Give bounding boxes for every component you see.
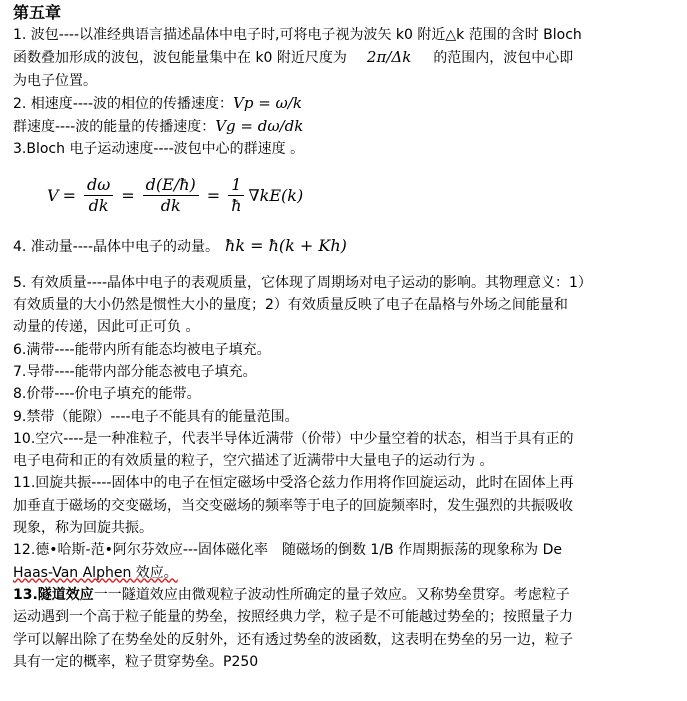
tunneling-text: 一一隧道效应由微观粒子波动性所确定的量子效应。又称势垒贯穿。考虑粒子 xyxy=(93,586,570,603)
item-3-line: 3.Bloch 电子运动速度----波包中心的群速度 。 xyxy=(13,141,305,158)
item-11-line-1: 11.回旋共振----固体中的电子在恒定磁场中受洛仑兹力作用将作回旋运动，此时在固体上再 xyxy=(13,475,574,492)
eq-rhs: ∇kE(k) xyxy=(248,186,304,206)
group-velocity-formula: Vg = dω/dk xyxy=(215,117,304,136)
item-13-line-2: 运动遇到一个高于粒子能量的势垒，按照经典力学，粒子是不可能越过势垒的；按照量子力 xyxy=(13,609,573,626)
item-8-line: 8.价带----价电子填充的能带。 xyxy=(13,386,201,403)
chapter-title: 第五章 xyxy=(13,3,62,22)
item-2-line-2 xyxy=(13,115,673,138)
tunneling-label: 13.隧道效应 xyxy=(13,586,94,603)
item-9-line: 9.禁带（能隙）----电子不能具有的能量范围。 xyxy=(13,408,299,425)
item-11-line-2: 加垂直于磁场的交变磁场，当交变磁场的频率等于电子的回旋频率时，发生强烈的共振吸收 xyxy=(13,497,573,514)
item-13-line-4: 具有一定的概率，粒子贯穿势垒。P250 xyxy=(13,653,259,670)
bloch-velocity-equation: V = $\frac{d\omega}{dk}$ = $\frac{d(E/ħ)}{dk}$ = $\frac{1}{ħ}$ ∇kE(k) xyxy=(47,175,304,216)
item-1-text: 函数叠加形成的波包，波包能量集中在 k0 附近尺度为 xyxy=(13,50,347,67)
item-1-text-cont: 的范围内，波包中心即 xyxy=(433,50,574,67)
item-12-line-2 xyxy=(13,562,673,584)
item-13-line-1 xyxy=(13,584,673,606)
item-12-line-1: 12.德•哈斯-范•阿尔芬效应---固体磁化率 随磁场的倒数 1/B 作周期振荡的现象称为 De xyxy=(13,542,562,559)
item-1-line-1: 1. 波包----以准经典语言描述晶体中电子时,可将电子视为波矢 k0 附近△k 范围的含时 Bloch xyxy=(13,27,582,43)
item-11-line-3: 现象，称为回旋共振。 xyxy=(13,520,153,537)
group-velocity-text: 群速度----波的能量的传播速度： xyxy=(13,119,216,136)
item-13-line-3: 学可以解出除了在势垒处的反射外，还有透过势垒的波函数，这表明在势垒的另一边，粒子 xyxy=(13,631,573,648)
item-10-line-1: 10.空穴----是一种准粒子，代表半导体近满带（价带）中少量空着的状态，相当于具有正的 xyxy=(13,430,574,447)
item-6-line: 6.满带----能带内所有能态均被电子填充。 xyxy=(13,341,271,358)
phase-velocity-text: 2. 相速度----波的相位的传播速度： xyxy=(13,95,234,112)
item-2-line-1 xyxy=(13,92,673,115)
quasi-momentum-text: 4. 准动量----晶体中电子的动量。 xyxy=(13,238,220,255)
quasi-momentum-formula: ħk = ħ(k + Kh) xyxy=(225,235,347,255)
de-haas-van-alphen-term: Haas-Van Alphen 效应。 xyxy=(13,564,178,581)
item-10-line-2: 电子电荷和正的有效质量的粒子，空穴描述了近满带中大量电子的运动行为 。 xyxy=(13,453,494,470)
fraction-1: $\frac{d\omega}{dk}$ xyxy=(84,175,113,216)
item-1-line-2 xyxy=(13,46,673,69)
eq-lhs: V xyxy=(47,186,59,206)
item-7-line: 7.导带----能带内部分能态被电子填充。 xyxy=(13,363,257,380)
delta-k-formula: 2π/Δk xyxy=(366,48,412,67)
fraction-3: $\frac{1}{ħ}$ xyxy=(228,175,244,216)
fraction-2: $\frac{d(E/ħ)}{dk}$ xyxy=(143,175,199,216)
item-5-line-3: 动量的传递，因此可正可负 。 xyxy=(13,319,200,336)
item-5-line-2: 有效质量的大小仍然是惯性大小的量度；2）有效质量反映了电子在晶格与外场之间能量和 xyxy=(13,297,568,314)
item-5-line-1: 5. 有效质量----晶体中电子的表观质量，它体现了周期场对电子运动的影响。其物理意义：1） xyxy=(13,274,592,291)
item-1-line-3: 为电子位置。 xyxy=(13,72,97,89)
phase-velocity-formula: Vp = ω/k xyxy=(233,93,302,112)
item-4-line xyxy=(13,231,673,262)
